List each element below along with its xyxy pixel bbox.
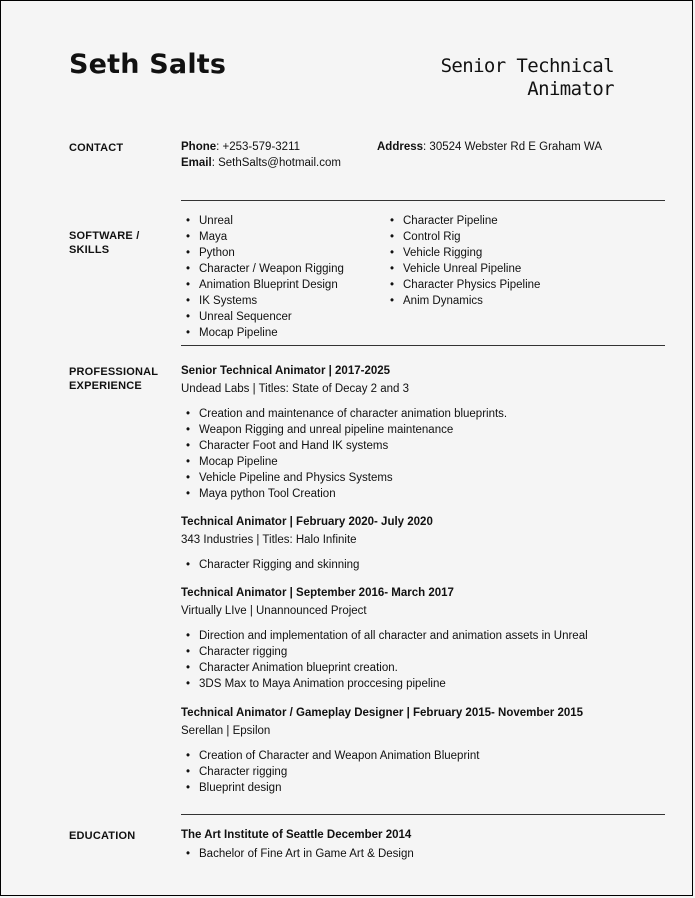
list-item: • Character Foot and Hand IK systems — [186, 440, 389, 452]
list-item: • Mocap Pipeline — [186, 327, 278, 339]
skills-list-col2 — [385, 213, 645, 309]
list-item-text: Unreal — [199, 215, 233, 227]
list-item-text: Control Rig — [403, 231, 461, 243]
list-item-text: Character Pipeline — [403, 215, 498, 227]
list-item: • Character Rigging and skinning — [186, 559, 360, 571]
list-item: • Character / Weapon Rigging — [186, 263, 344, 275]
list-item-text: Character Foot and Hand IK systems — [199, 440, 389, 452]
contact-email — [181, 156, 341, 171]
job-bullets — [181, 557, 359, 573]
contact-address — [377, 140, 602, 155]
job-title — [441, 55, 614, 101]
list-item: • Maya python Tool Creation — [186, 488, 336, 500]
experience-heading-line-1: PROFESSIONAL — [69, 366, 159, 378]
list-item: • Animation Blueprint Design — [186, 279, 338, 291]
list-item: • Mocap Pipeline — [186, 456, 278, 468]
list-item: • Unreal — [186, 215, 233, 227]
list-item: • Blueprint design — [186, 782, 282, 794]
candidate-name: Seth Salts — [69, 49, 227, 80]
list-item-text: Direction and implementation of all character and animation assets in Unreal — [199, 630, 588, 642]
list-item-text: Unreal Sequencer — [199, 311, 292, 323]
list-item-text: Python — [199, 247, 235, 259]
job-title-line-1: Senior Technical — [440, 55, 614, 77]
list-item: • Character Pipeline — [390, 215, 498, 227]
list-item-text: Character Rigging and skinning — [199, 559, 360, 571]
list-item: • Maya — [186, 231, 228, 243]
list-item-text: Character rigging — [199, 766, 288, 778]
list-item-text: Character rigging — [199, 646, 288, 658]
job-role: Technical Animator / Gameplay Designer | February 2015- November 2015 — [181, 707, 584, 719]
divider — [181, 814, 665, 815]
divider — [181, 200, 665, 201]
list-item-text: Creation of Character and Weapon Animation Blueprint — [199, 750, 480, 762]
list-item: • Anim Dynamics — [390, 295, 483, 307]
job-role: Technical Animator | February 2020- July 2020 — [181, 516, 433, 528]
list-item-text: Bachelor of Fine Art in Game Art & Design — [199, 848, 414, 860]
skills-heading — [69, 229, 174, 257]
list-item: • Character rigging — [186, 646, 288, 658]
skills-list-col1 — [181, 213, 381, 341]
job-title-line-2: Animator — [527, 78, 614, 100]
list-item-text: Mocap Pipeline — [199, 327, 278, 339]
list-item: • 3DS Max to Maya Animation proccesing pipeline — [186, 678, 446, 690]
list-item: • Creation and maintenance of character animation blueprints. — [186, 408, 508, 420]
job-company: Serellan | Epsilon — [181, 725, 271, 737]
job-bullets — [181, 748, 479, 796]
job-company: Virtually LIve | Unannounced Project — [181, 605, 367, 617]
list-item-text: Weapon Rigging and unreal pipeline maintenance — [199, 424, 454, 436]
list-item-text: Character Physics Pipeline — [403, 279, 541, 291]
skills-heading-line-2: SKILLS — [69, 244, 110, 256]
list-item: • Vehicle Pipeline and Physics Systems — [186, 472, 393, 484]
skills-heading-line-1: SOFTWARE / — [69, 230, 140, 242]
email-value: : SethSalts@hotmail.com — [211, 157, 341, 169]
list-item-text: IK Systems — [199, 295, 258, 307]
list-item: • Character rigging — [186, 766, 288, 778]
education-school: The Art Institute of Seattle December 2014 — [181, 829, 412, 841]
list-item: • Weapon Rigging and unreal pipeline maintenance — [186, 424, 454, 436]
list-item: • Vehicle Unreal Pipeline — [390, 263, 522, 275]
list-item-text: Animation Blueprint Design — [199, 279, 338, 291]
list-item-text: 3DS Max to Maya Animation proccesing pipeline — [199, 678, 446, 690]
list-item-text: Vehicle Unreal Pipeline — [403, 263, 522, 275]
list-item-text: Mocap Pipeline — [199, 456, 278, 468]
list-item: • Character Animation blueprint creation. — [186, 662, 398, 674]
list-item-text: Maya python Tool Creation — [199, 488, 336, 500]
list-item-text: Creation and maintenance of character animation blueprints. — [199, 408, 508, 420]
list-item: • Bachelor of Fine Art in Game Art & Design — [186, 848, 414, 860]
job-company: 343 Industries | Titles: Halo Infinite — [181, 534, 357, 546]
job-bullets — [181, 406, 507, 502]
education-heading: EDUCATION — [69, 830, 136, 842]
list-item: • Creation of Character and Weapon Animation Blueprint — [186, 750, 480, 762]
list-item-text: Anim Dynamics — [403, 295, 483, 307]
list-item-text: Maya — [199, 231, 228, 243]
email-label: Email — [181, 157, 212, 169]
phone-value: : +253-579-3211 — [216, 141, 301, 153]
list-item-text: Character / Weapon Rigging — [199, 263, 344, 275]
job-role: Senior Technical Animator | 2017-2025 — [181, 365, 391, 377]
contact-heading: CONTACT — [69, 142, 124, 154]
list-item: • Direction and implementation of all character and animation assets in Unreal — [186, 630, 588, 642]
contact-phone — [181, 140, 300, 155]
list-item: • Vehicle Rigging — [390, 247, 483, 259]
list-item: • Character Physics Pipeline — [390, 279, 541, 291]
list-item: • Python — [186, 247, 235, 259]
list-item: • Control Rig — [390, 231, 461, 243]
list-item: • IK Systems — [186, 295, 258, 307]
list-item-text: Blueprint design — [199, 782, 282, 794]
job-role: Technical Animator | September 2016- March 2017 — [181, 587, 454, 599]
experience-heading — [69, 365, 174, 393]
job-bullets — [181, 628, 588, 692]
address-label: Address — [377, 141, 424, 153]
experience-heading-line-2: EXPERIENCE — [69, 380, 142, 392]
job-company: Undead Labs | Titles: State of Decay 2 and 3 — [181, 383, 410, 395]
list-item-text: Vehicle Rigging — [403, 247, 483, 259]
list-item-text: Vehicle Pipeline and Physics Systems — [199, 472, 393, 484]
address-value: : 30524 Webster Rd E Graham WA — [423, 141, 602, 153]
list-item-text: Character Animation blueprint creation. — [199, 662, 398, 674]
education-bullets — [181, 846, 414, 862]
divider — [181, 345, 665, 346]
phone-label: Phone — [181, 141, 217, 153]
list-item: • Unreal Sequencer — [186, 311, 292, 323]
